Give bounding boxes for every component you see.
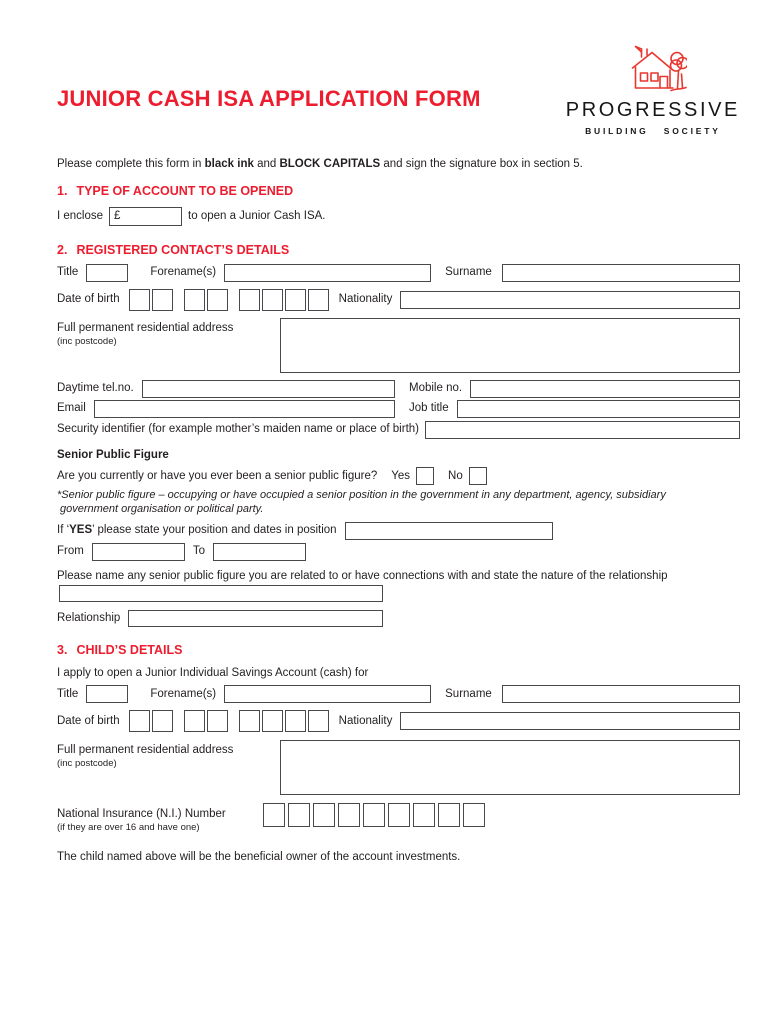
senior-public-figure-heading: Senior Public Figure xyxy=(57,448,169,461)
child-dob-label: Date of birth xyxy=(57,714,120,727)
child-forename-input[interactable] xyxy=(224,685,431,703)
child-address-input[interactable] xyxy=(280,740,740,795)
contact-forename-label: Forename(s) xyxy=(150,266,217,279)
child-title-label: Title xyxy=(57,687,79,700)
enclose-amount-input[interactable] xyxy=(109,207,182,226)
mobile-label: Mobile no. xyxy=(409,382,463,395)
child-address-row xyxy=(57,740,740,795)
spf-question-label: Are you currently or have you ever been a senior public figure? xyxy=(57,469,378,482)
spf-definition-note: *Senior public figure – occupying or have occupied a senior position in the government in any department, agency, subsidiary government organisation or political party. xyxy=(57,489,666,515)
logo-wordmark: PROGRESSIVE xyxy=(565,99,740,122)
spf-question-row xyxy=(57,467,740,485)
house-and-tree-icon xyxy=(619,45,687,93)
enclose-suffix-label: to open a Junior Cash ISA. xyxy=(188,210,326,223)
contact-surname-input[interactable] xyxy=(502,264,740,282)
contact-forename-input[interactable] xyxy=(224,264,431,282)
spf-if-yes-label: If ‘YES’ please state your position and dates in position xyxy=(57,524,337,537)
child-forename-label: Forename(s) xyxy=(150,687,217,700)
spf-from-label: From xyxy=(57,545,84,558)
contact-nationality-input[interactable] xyxy=(400,291,740,309)
beneficial-owner-text: The child named above will be the beneficial owner of the account investments. xyxy=(57,851,461,864)
child-name-row xyxy=(57,685,740,703)
enclose-row xyxy=(57,207,740,226)
form-header xyxy=(57,45,740,137)
progressive-logo xyxy=(566,45,740,137)
contact-address-input[interactable] xyxy=(280,318,740,373)
section-1-heading: 1. TYPE OF ACCOUNT TO BE OPENED xyxy=(57,184,294,199)
ni-number-boxes[interactable] xyxy=(263,803,488,827)
child-dob-row xyxy=(57,710,740,732)
spf-position-input[interactable] xyxy=(345,522,553,540)
contact-address-row xyxy=(57,318,740,373)
contact-nationality-label: Nationality xyxy=(338,293,393,306)
page-title: JUNIOR CASH ISA APPLICATION FORM xyxy=(57,86,481,111)
spf-yes-checkbox[interactable] xyxy=(416,467,434,485)
section-2-heading: 2. REGISTERED CONTACT’S DETAILS xyxy=(57,243,290,257)
contact-title-label: Title xyxy=(57,266,79,279)
currency-symbol: £ xyxy=(114,210,121,223)
child-surname-label: Surname xyxy=(445,687,492,700)
intro-text: Please complete this form in black ink and BLOCK CAPITALS and sign the signature box in section 5. xyxy=(57,158,583,170)
enclose-label: I enclose xyxy=(57,210,104,223)
contact-name-row xyxy=(57,264,740,282)
contact-surname-label: Surname xyxy=(445,266,492,279)
contact-phone-row xyxy=(57,380,740,398)
spf-related-label: Please name any senior public figure you are related to or have connections with and state the nature of the relationship xyxy=(57,569,668,582)
spf-relationship-input[interactable] xyxy=(128,610,383,627)
contact-address-label: Full permanent residential address (inc postcode) xyxy=(57,321,234,347)
spf-no-label: No xyxy=(448,469,463,482)
child-title-input[interactable] xyxy=(86,685,128,703)
section-3-heading: 3. CHILD’S DETAILS xyxy=(57,642,183,657)
spf-yes-label: Yes xyxy=(391,469,411,482)
contact-dob-month-boxes[interactable] xyxy=(184,289,230,311)
spf-no-checkbox[interactable] xyxy=(469,467,487,485)
child-dob-day-boxes[interactable] xyxy=(129,710,175,732)
mobile-input[interactable] xyxy=(470,380,740,398)
logo-subtitle: BUILDING SOCIETY xyxy=(585,126,721,137)
ni-number-label: National Insurance (N.I.) Number (if they are over 16 and have one) xyxy=(57,807,226,834)
child-dob-month-boxes[interactable] xyxy=(184,710,230,732)
child-nationality-input[interactable] xyxy=(400,712,740,730)
child-nationality-label: Nationality xyxy=(338,714,393,727)
spf-if-yes-row xyxy=(57,522,740,540)
child-address-label: Full permanent residential address (inc postcode) xyxy=(57,743,234,770)
contact-title-input[interactable] xyxy=(86,264,128,282)
spf-related-input[interactable] xyxy=(59,585,383,602)
job-title-input[interactable] xyxy=(457,400,740,418)
email-input[interactable] xyxy=(94,400,395,418)
security-identifier-input[interactable] xyxy=(425,421,740,439)
spf-from-input[interactable] xyxy=(92,543,185,561)
spf-to-input[interactable] xyxy=(213,543,306,561)
security-identifier-row xyxy=(57,421,740,439)
daytime-tel-input[interactable] xyxy=(142,380,395,398)
ni-number-row xyxy=(57,803,740,834)
contact-dob-day-boxes[interactable] xyxy=(129,289,175,311)
daytime-tel-label: Daytime tel.no. xyxy=(57,382,134,395)
spf-to-label: To xyxy=(192,545,205,558)
contact-dob-row xyxy=(57,289,740,311)
contact-email-row xyxy=(57,400,740,418)
spf-relationship-row xyxy=(57,610,740,627)
spf-relationship-label: Relationship xyxy=(57,612,121,625)
contact-dob-year-boxes[interactable] xyxy=(239,289,331,311)
email-label: Email xyxy=(57,402,86,415)
apply-text: I apply to open a Junior Individual Savings Account (cash) for xyxy=(57,666,369,679)
contact-dob-label: Date of birth xyxy=(57,293,120,306)
security-identifier-label: Security identifier (for example mother’s maiden name or place of birth) xyxy=(57,423,419,436)
job-title-label: Job title xyxy=(409,402,449,415)
child-dob-year-boxes[interactable] xyxy=(239,710,331,732)
spf-dates-row xyxy=(57,543,740,561)
child-surname-input[interactable] xyxy=(502,685,740,703)
